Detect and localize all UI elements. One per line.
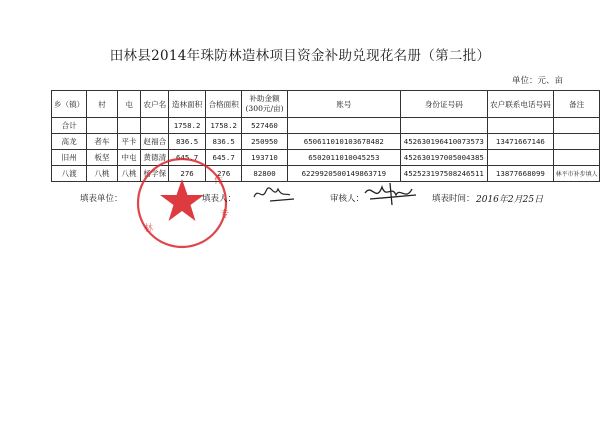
- column-header: 账号: [287, 91, 400, 118]
- table-cell: 276: [205, 166, 242, 182]
- table-cell: 赵福合: [141, 134, 169, 150]
- table-cell: 林平市补步填人: [554, 166, 600, 182]
- table-cell: 13471667146: [487, 134, 554, 150]
- fill-date-handwritten: 2016年2月25日: [476, 195, 544, 205]
- svg-text:专: 专: [220, 210, 230, 220]
- table-cell: 452630196410073573: [401, 134, 487, 150]
- table-cell: [487, 150, 554, 166]
- table-cell: 622992050014986​3719: [287, 166, 400, 182]
- table-cell: [117, 118, 141, 134]
- column-header: 补助金额 (300元/亩): [242, 91, 287, 118]
- table-cell: 杨学保: [141, 166, 169, 182]
- table-cell: 八桃: [117, 166, 141, 182]
- column-header: 农户名: [141, 91, 169, 118]
- table-cell: 452630197005004385: [401, 150, 487, 166]
- table-cell: 250950: [242, 134, 287, 150]
- column-header: 身份证号码: [401, 91, 487, 118]
- column-header: 屯: [117, 91, 141, 118]
- table-cell: 13877668099: [487, 166, 554, 182]
- table-cell: 1758.2: [205, 118, 242, 134]
- total-row: [52, 118, 600, 134]
- table-cell: 板坚: [87, 150, 118, 166]
- table-cell: 旧州: [52, 150, 87, 166]
- table-cell: 527460: [242, 118, 287, 134]
- table-cell: [554, 134, 600, 150]
- fill-time-label: 填表时间：: [432, 194, 475, 204]
- table-cell: 黄德清: [141, 150, 169, 166]
- table-cell: 645.7: [169, 150, 206, 166]
- column-header: 乡（镇）: [52, 91, 87, 118]
- filler-signature: [250, 183, 300, 205]
- table-cell: [554, 118, 600, 134]
- table-cell: [87, 118, 118, 134]
- document-title: 田林县2014年珠防林造林项目资金补助兑现花名册（第二批）: [109, 48, 491, 64]
- table-cell: 193710: [242, 150, 287, 166]
- table-cell: [554, 150, 600, 166]
- reviewer-signature: [362, 181, 422, 207]
- table-row: [52, 134, 600, 150]
- table-cell: 八渡: [52, 166, 87, 182]
- table-cell: [401, 118, 487, 134]
- column-header: 合格面积: [205, 91, 242, 118]
- unit-label: 单位：元、亩: [512, 76, 564, 86]
- column-header: 造林面积: [169, 91, 206, 118]
- table-cell: 八桃: [87, 166, 118, 182]
- table-cell: [487, 118, 554, 134]
- column-header: 农户联系电话号码: [487, 91, 554, 118]
- table-cell: 者车: [87, 134, 118, 150]
- filler-unit-label: 填表单位：: [80, 194, 123, 204]
- table-cell: 6506110101036784​82: [287, 134, 400, 150]
- official-seal: [122, 155, 242, 275]
- table-cell: 高龙: [52, 134, 87, 150]
- table-cell: 276: [169, 166, 206, 182]
- table-cell: 中屯: [117, 150, 141, 166]
- table-cell: 645.7: [205, 150, 242, 166]
- svg-text:林: 林: [144, 224, 154, 234]
- table-cell: 452523197508246511: [401, 166, 487, 182]
- table-header-row: [52, 91, 600, 118]
- table-cell: 836.5: [169, 134, 206, 150]
- reviewer-label: 审核人：: [330, 194, 365, 204]
- table-cell: 6502011010045253: [287, 150, 400, 166]
- table-cell: 836.5: [205, 134, 242, 150]
- table-cell: 平卡: [117, 134, 141, 150]
- svg-text:作: 作: [214, 176, 224, 186]
- filler-label: 填表人：: [202, 194, 237, 204]
- column-header: 备注: [554, 91, 600, 118]
- table-cell: 82800: [242, 166, 287, 182]
- table-cell: 1758.2: [169, 118, 206, 134]
- table-cell: [141, 118, 169, 134]
- table-cell: [287, 118, 400, 134]
- column-header: 村: [87, 91, 118, 118]
- table-cell: 合计: [52, 118, 87, 134]
